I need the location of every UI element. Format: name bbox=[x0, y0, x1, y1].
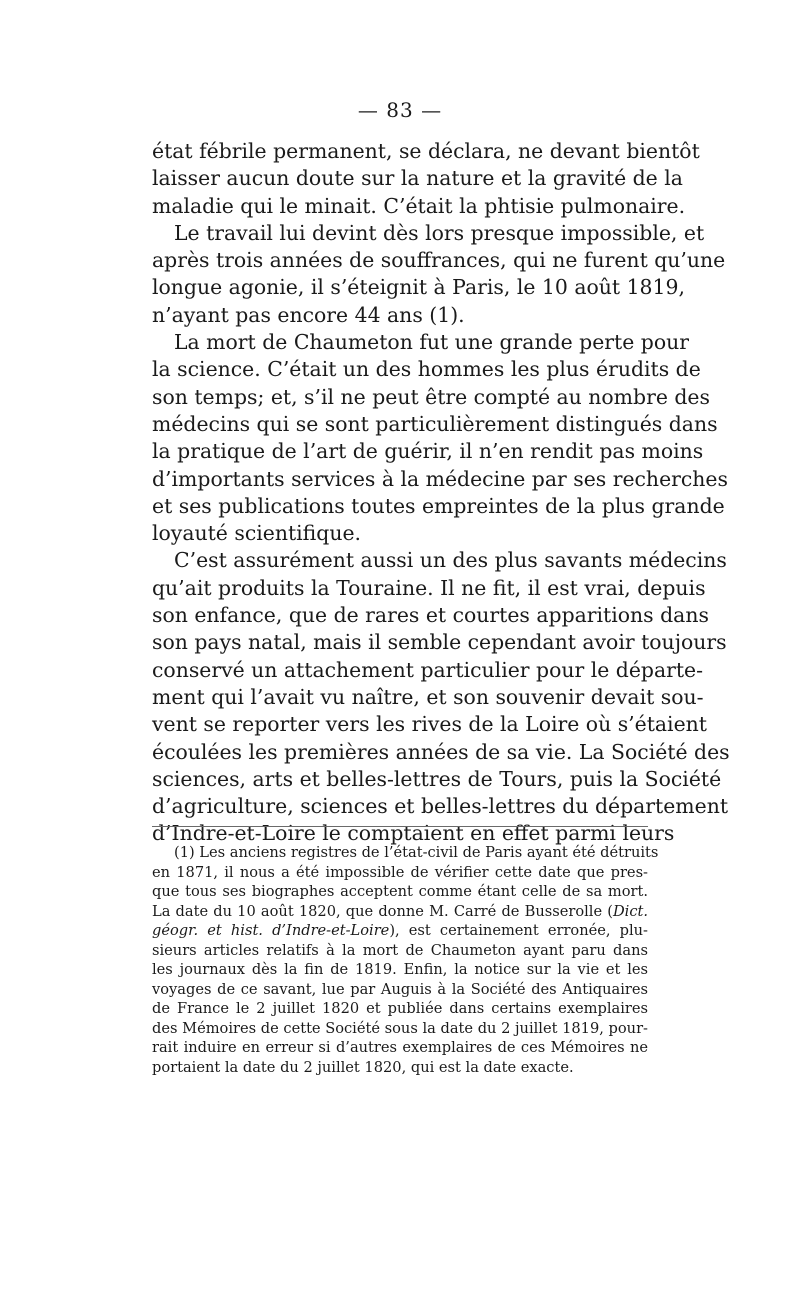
footnote-line: que tous ses biographes acceptent comme étant celle de sa mort. bbox=[152, 883, 648, 900]
page-number: — 83 — bbox=[357, 98, 443, 122]
text-line: d’importants services à la médecine par ses recherches bbox=[152, 466, 728, 491]
text-line: conservé un attachement particulier pour le départe- bbox=[152, 657, 704, 682]
footnote-line: des Mémoires de cette Société sous la date du 2 juillet 1819, pour- bbox=[152, 1019, 648, 1037]
text-line: La mort de Chaumeton fut une grande perte pour bbox=[174, 330, 690, 355]
footnote-line: (1) Les anciens registres de l’état-civil de Paris ayant été détruits bbox=[174, 844, 659, 861]
text-line: son enfance, que de rares et courtes apparitions dans bbox=[152, 603, 709, 628]
text-line: ment qui l’avait vu naître, et son souvenir devait sou- bbox=[152, 684, 704, 709]
footnote-citation-italic: géogr. et hist. d’Indre-et-Loire bbox=[152, 922, 390, 939]
text-line: longue agonie, il s’éteignit à Paris, le 10 août 1819, bbox=[152, 275, 685, 300]
text-line: Le travail lui devint dès lors presque impossible, et bbox=[174, 220, 705, 245]
footnote-line: en 1871, il nous a été impossible de vérifier cette date que pres- bbox=[152, 863, 648, 881]
text-line: d’Indre-et-Loire le comptaient en effet parmi leurs bbox=[152, 821, 675, 846]
text-line: vent se reporter vers les rives de la Loire où s’étaient bbox=[152, 712, 707, 737]
text-line: état fébrile permanent, se déclara, ne devant bientôt bbox=[152, 139, 700, 163]
text-line: qu’ait produits la Touraine. Il ne fit, il est vrai, depuis bbox=[152, 575, 706, 600]
footnote bbox=[152, 843, 659, 1077]
footnote-line: sieurs articles relatifs à la mort de Chaumeton ayant paru dans bbox=[152, 941, 648, 959]
footnote-line: portaient la date du 2 juillet 1820, qui est la date exacte. bbox=[152, 1058, 574, 1076]
text-line: laisser aucun doute sur la nature et la gravité de la bbox=[152, 166, 683, 191]
text-line: la pratique de l’art de guérir, il n’en rendit pas moins bbox=[152, 439, 704, 464]
text-line: d’agriculture, sciences et belles-lettres du département bbox=[152, 794, 729, 819]
text-line: après trois années de souffrances, qui ne furent qu’une bbox=[152, 248, 726, 273]
body-text bbox=[152, 138, 730, 848]
footnote-line: de France le 2 juillet 1820 et publiée dans certains exemplaires bbox=[152, 1000, 648, 1017]
text-line: et ses publications toutes empreintes de la plus grande bbox=[152, 493, 725, 518]
footnote-citation-italic: Dict. bbox=[612, 902, 648, 920]
text-line: loyauté scientifique. bbox=[152, 521, 362, 546]
text-line: son temps; et, s’il ne peut être compté au nombre des bbox=[152, 384, 710, 409]
footnote-line bbox=[152, 902, 648, 922]
footnote-line: les journaux dès la fin de 1819. Enfin, la notice sur la vie et les bbox=[152, 961, 648, 978]
text-line: médecins qui se sont particulièrement distingués dans bbox=[152, 411, 718, 436]
footnote-line bbox=[152, 921, 648, 941]
text-line: maladie qui le minait. C’était la phtisie pulmonaire. bbox=[152, 193, 686, 218]
footnote-divider bbox=[152, 826, 648, 827]
text-line: la science. C’était un des hommes les plus érudits de bbox=[152, 357, 701, 382]
text-line: son pays natal, mais il semble cependant avoir toujours bbox=[152, 630, 727, 655]
footnote-line: voyages de ce savant, lue par Auguis à la Société des Antiquaires bbox=[152, 980, 648, 998]
text-line: n’ayant pas encore 44 ans (1). bbox=[152, 302, 465, 327]
footnote-line: rait induire en erreur si d’autres exemplaires de ces Mémoires ne bbox=[152, 1039, 648, 1056]
text-line: sciences, arts et belles-lettres de Tours, puis la Société bbox=[152, 766, 722, 791]
text-line: C’est assurément aussi un des plus savants médecins bbox=[174, 548, 727, 573]
text-line: écoulées les premières années de sa vie. La Société des bbox=[152, 739, 730, 764]
footnote-text: ), est certainement erronée, plu- bbox=[389, 922, 648, 939]
footnote-text: La date du 10 août 1820, que donne M. Carré de Busserolle ( bbox=[152, 902, 613, 920]
